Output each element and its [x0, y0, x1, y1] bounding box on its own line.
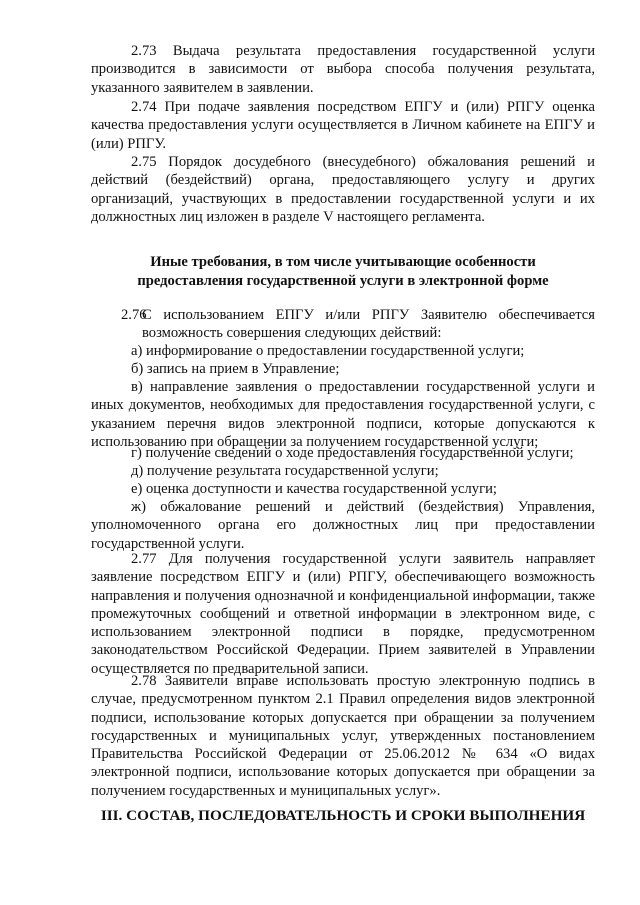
heading-line-2: предоставления государственной услуги в электронной форме [137, 272, 549, 289]
paragraph-number: 2.76 [121, 307, 147, 323]
list-item-a: а) информирование о предоставлении государственной услуги; [131, 343, 525, 359]
list-item-v: в) направление заявления о предоставлении государственной услуги и иных документов, необходимых для предоставления государственной услуги, с указанием перечня видов электронной подписи, которые допускаются к использованию при обращении за получением государственной услуги; [91, 379, 595, 450]
paragraph-2-75: 2.75 Порядок досудебного (внесудебного) обжалования решений и действий (бездействий) органа, предоставляющего услугу и других организаций, участвующих в предоставлении государственной услуги и их должностных лиц изложен в разделе V настоящего регламента. [91, 154, 595, 225]
paragraph-2-78: 2.78 Заявители вправе использовать простую электронную подпись в случае, предусмотренном пунктом 2.1 Правил определения видов электронной подписи, использование которых допускается при обращении за получением государственных и муниципальных услуг, утвержденных постановлением Правительства Российской Федерации от 25.06.2012 № 634 «О видах электронной подписи, использование которых допускается при обращении за получением государственных и муниципальных услуг». [91, 673, 595, 799]
list-item-g: г) получение сведений о ходе предоставления государственной услуги; [131, 445, 574, 461]
paragraph-2-74: 2.74 При подаче заявления посредством ЕПГУ и (или) РПГУ оценка качества предоставления услуги осуществляется в Личном кабинете на ЕПГУ и (или) РПГУ. [91, 99, 595, 152]
list-item-zh: ж) обжалование решений и действий (бездействия) Управления, уполномоченного органа его должностных лиц при предоставлении государственной услуги. [91, 499, 595, 552]
paragraph-2-77: 2.77 Для получения государственной услуги заявитель направляет заявление посредством ЕПГУ и (или) РПГУ, обеспечивающего возможность направления и получения однозначной и конфиденциальной информации, также промежуточных сообщений и ответной информации в электронном виде, с использованием электронной подписи в порядке, предусмотренном законодательством Российской Федерации. Прием заявителей в Управлении осуществляется по предварительной записи. [91, 551, 595, 677]
heading-line-1: Иные требования, в том числе учитывающие особенности [150, 254, 536, 270]
section-title: III. СОСТАВ, ПОСЛЕДОВАТЕЛЬНОСТЬ И СРОКИ ВЫПОЛНЕНИЯ [100, 807, 586, 824]
list-item-b: б) запись на прием в Управление; [131, 361, 340, 377]
section-heading [91, 253, 595, 290]
list-item-e: е) оценка доступности и качества государственной услуги; [131, 481, 497, 497]
paragraph-2-76 [91, 306, 595, 343]
paragraph-2-73: 2.73 Выдача результата предоставления государственной услуги производится в зависимости от выбора способа получения результата, указанного заявителем в заявлении. [91, 43, 595, 96]
list-item-d: д) получение результата государственной услуги; [131, 463, 439, 479]
paragraph-text: С использованием ЕПГУ и/или РПГУ Заявителю обеспечивается возможность совершения следующих действий: [142, 307, 595, 342]
